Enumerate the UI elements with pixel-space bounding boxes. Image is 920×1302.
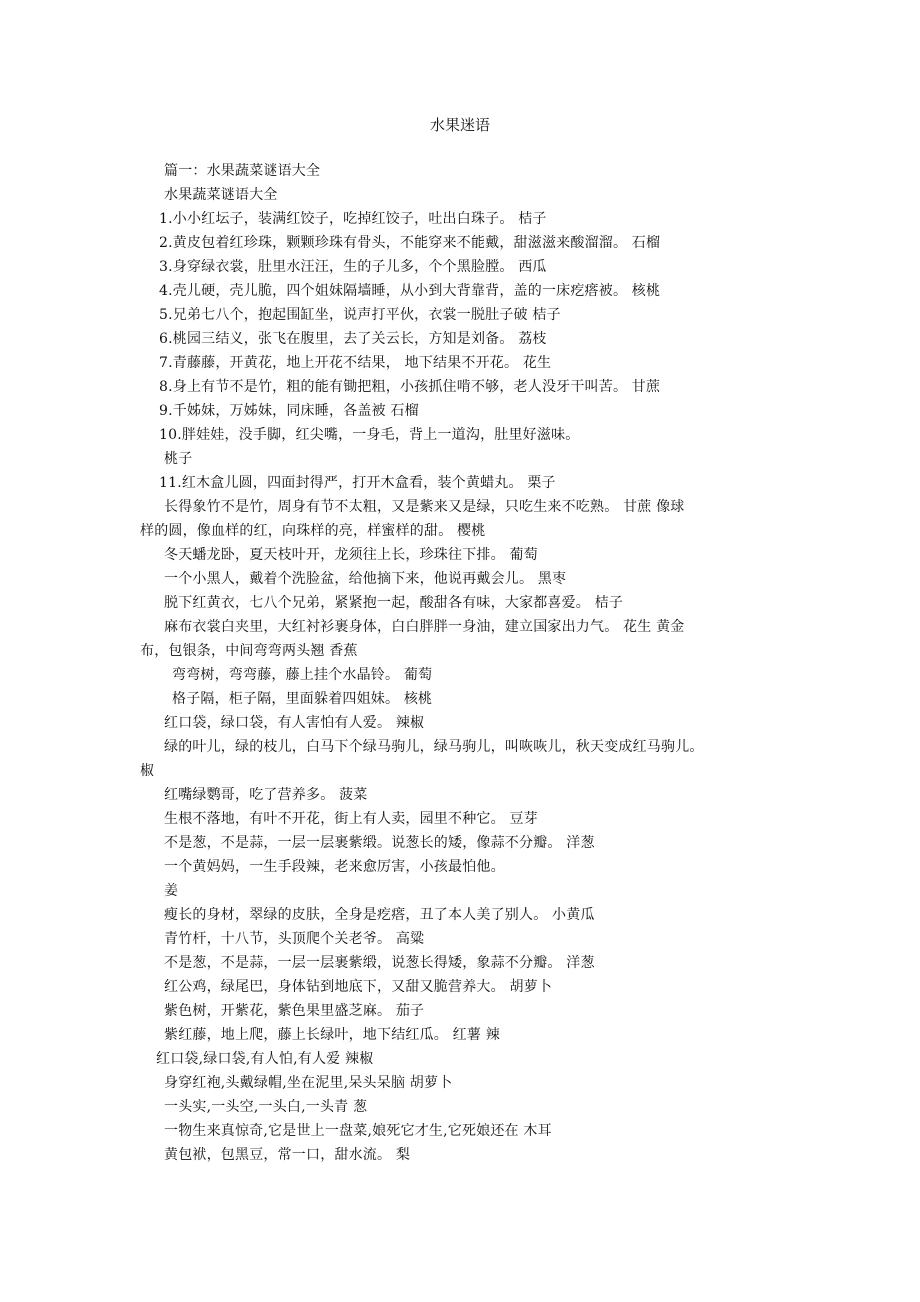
riddle-line: 红公鸡，绿尾巴，身体钻到地底下，又甜又脆营养大。 胡萝卜: [164, 979, 553, 995]
riddle-line: 紫红藤，地上爬，藤上长绿叶，地下结红瓜。 红薯 辣: [164, 1027, 500, 1043]
riddle-line: 一个小黑人，戴着个洗脸盆，给他摘下来，他说再戴会儿。 黑枣: [164, 571, 567, 587]
riddle-line: 1.小小红坛子，装满红饺子，吃掉红饺子，吐出白珠子。 桔子: [159, 211, 547, 227]
riddle-line: 4.壳儿硬，壳儿脆，四个姐妹隔墙睡，从小到大背靠背，盖的一床疙瘩被。 核桃: [159, 283, 661, 299]
riddle-line: 长得象竹不是竹，周身有节不太粗，又是紫来又是绿，只吃生来不吃熟。 甘蔗 像球: [164, 499, 685, 515]
document-title: 水果迷语: [429, 116, 490, 134]
riddle-line: 红口袋，绿口袋，有人害怕有人爱。 辣椒: [164, 715, 425, 731]
riddle-line: 紫色树，开紫花，紫色果里盛芝麻。 茄子: [164, 1003, 425, 1019]
riddle-line: 红嘴绿鹦哥，吃了营养多。 菠菜: [164, 787, 368, 803]
riddle-line: 绿的叶儿，绿的枝儿，白马下个绿马驹儿，绿马驹儿，叫咴咴儿，秋天变成红马驹儿。: [164, 739, 704, 755]
riddle-line: 10.胖娃娃，没手脚，红尖嘴，一身毛，背上一道沟，肚里好滋味。: [159, 427, 580, 443]
riddle-line: 生根不落地，有叶不开花，街上有人卖，园里不种它。 豆芽: [164, 811, 538, 827]
riddle-line: 一头实,一头空,一头白,一头青 葱: [164, 1099, 368, 1115]
subsection-heading: 水果蔬菜谜语大全: [164, 187, 278, 203]
riddle-line: 2.黄皮包着红珍珠，颗颗珍珠有骨头，不能穿来不能戴，甜滋滋来酸溜溜。 石榴: [159, 235, 661, 251]
riddle-line: 6.桃园三结义，张飞在腹里，去了关云长，方知是刘备。 荔枝: [159, 331, 547, 347]
riddle-line: 3.身穿绿衣裳，肚里水汪汪，生的子儿多，个个黑脸膛。 西瓜: [159, 259, 547, 275]
riddle-line: 青竹杆，十八节，头顶爬个关老爷。 高粱: [164, 931, 425, 947]
riddle-line: 一物生来真惊奇,它是世上一盘菜,娘死它才生,它死娘还在 木耳: [164, 1123, 552, 1139]
riddle-line: 红口袋,绿口袋,有人怕,有人爱 辣椒: [156, 1051, 374, 1067]
riddle-line: 麻布衣裳白夹里，大红衬衫裹身体，白白胖胖一身油，建立国家出力气。 花生 黄金: [164, 619, 685, 635]
riddle-line: 7.青藤藤，开黄花，地上开花不结果， 地下结果不开花。 花生: [159, 355, 552, 371]
riddle-line: 5.兄弟七八个，抱起围缸坐，说声打平伙，衣裳一脱肚子破 桔子: [159, 307, 561, 323]
riddle-line: 脱下红黄衣，七八个兄弟，紧紧抱一起，酸甜各有味，大家都喜爱。 桔子: [164, 595, 624, 611]
riddle-line: 身穿红袍,头戴绿帽,坐在泥里,呆头呆脑 胡萝卜: [164, 1075, 453, 1091]
section-heading: 篇一：水果蔬菜谜语大全: [164, 163, 321, 179]
riddle-answer: 姜: [164, 883, 179, 899]
riddle-line: 一个黄妈妈，一生手段辣，老来愈厉害，小孩最怕他。: [164, 859, 505, 875]
riddle-line: 弯弯树，弯弯藤，藤上挂个水晶铃。 葡萄: [172, 667, 433, 683]
riddle-line: 11.红木盒儿圆，四面封得严，打开木盒看，装个黄蜡丸。 栗子: [159, 475, 556, 491]
riddle-line: 冬天蟠龙卧，夏天枝叶开，龙须往上长，珍珠往下排。 葡萄: [164, 547, 538, 563]
riddle-line: 不是葱，不是蒜，一层一层裹紫缎。说葱长的矮，像蒜不分瓣。 洋葱: [164, 835, 595, 851]
riddle-answer: 桃子: [164, 451, 193, 467]
riddle-line: 格子隔，柜子隔，里面躲着四姐妹。 核桃: [172, 691, 433, 707]
riddle-line: 样的圆，像血样的红，向珠样的亮，样蜜样的甜。 樱桃: [140, 523, 486, 539]
riddle-line: 不是葱，不是蒜，一层一层裹紫缎，说葱长得矮，象蒜不分瓣。 洋葱: [164, 955, 595, 971]
riddle-answer: 椒: [140, 763, 155, 779]
riddle-line: 布，包银条，中间弯弯两头翘 香蕉: [140, 643, 358, 659]
riddle-line: 9.千姊妹，万姊妹，同床睡，各盖被 石榴: [159, 403, 419, 419]
riddle-line: 8.身上有节不是竹，粗的能有锄把粗，小孩抓住啃不够，老人没牙干叫苦。 甘蔗: [159, 379, 661, 395]
riddle-line: 黄包袱，包黑豆，常一口，甜水流。 梨: [164, 1147, 411, 1163]
riddle-line: 瘦长的身材，翠绿的皮肤，全身是疙瘩，丑了本人美了别人。 小黄瓜: [164, 907, 595, 923]
